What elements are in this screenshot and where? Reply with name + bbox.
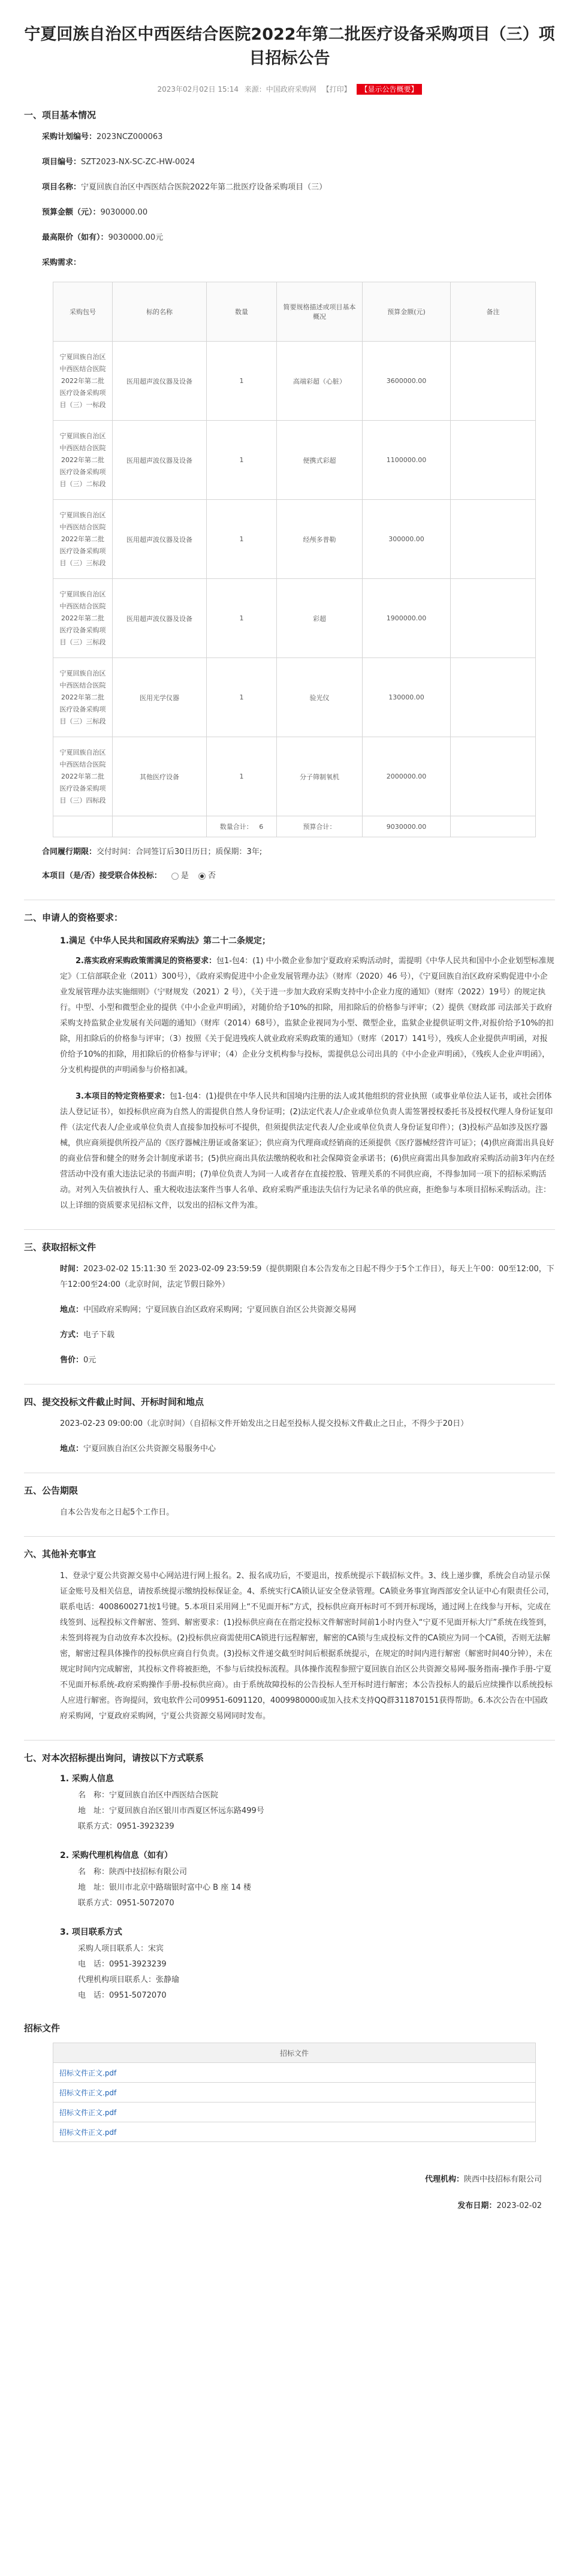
table-cell: 1	[207, 737, 277, 816]
project-name-row: 项目名称：宁夏回族自治区中西医结合医院2022年第二批医疗设备采购项目（三）	[42, 183, 327, 192]
files-col-header: 招标文件	[53, 2043, 536, 2063]
file-link[interactable]: 招标文件正文.pdf	[53, 2122, 536, 2142]
table-cell: 2000000.00	[363, 737, 451, 816]
plan-number-row: 采购计划编号：2023NCZ000063	[42, 132, 163, 141]
publish-signature: 发布日期：2023-02-02	[457, 2201, 542, 2210]
table-row	[53, 421, 536, 500]
table-cell: 1	[207, 342, 277, 421]
table-cell: 3600000.00	[363, 342, 451, 421]
table-cell: 1900000.00	[363, 579, 451, 658]
table-cell: 1	[207, 500, 277, 579]
table-cell	[451, 737, 536, 816]
table-cell: 医用超声波仪器及设备	[113, 421, 207, 500]
table-cell: 300000.00	[363, 500, 451, 579]
files-heading: 招标文件	[24, 2023, 61, 2034]
table-cell: 医用超声波仪器及设备	[113, 500, 207, 579]
get-time-row: 时间：2023-02-02 15:11:30 至 2023-02-09 23:59:59（提供期限自本公告发布之日起不得少于5个工作日），每天上午00：00至12:00，下午12:00至24:00（北京时间，法定节假日除外）	[60, 1265, 554, 1289]
files-table	[53, 2043, 536, 2142]
get-place-row: 地点：中国政府采购网；宁夏回族自治区政府采购网；宁夏回族自治区公共资源交易网	[60, 1305, 357, 1314]
table-cell: 1	[207, 658, 277, 737]
table-cell	[451, 658, 536, 737]
contact-agency: 2. 采购代理机构信息（如有） 名 称：陕西中技招标有限公司 地 址：银川市北京中路瑞银时富中心 B 座 14 楼 联系方式：0951-5072070	[60, 1851, 252, 1908]
table-cell: 医用光学仪器	[113, 658, 207, 737]
table-cell: 医用超声波仪器及设备	[113, 579, 207, 658]
table-cell: 宁夏回族自治区中西医结合医院2022年第二批医疗设备采购项目（三）二标段	[53, 421, 113, 500]
table-header-row	[53, 282, 536, 342]
table-row	[53, 500, 536, 579]
table-row	[53, 342, 536, 421]
file-link[interactable]: 招标文件正文.pdf	[53, 2103, 536, 2122]
get-way-row: 方式：电子下载	[60, 1331, 115, 1340]
supplement-body: 1、登录宁夏公共资源交易中心网站进行网上报名。2、报名成功后，不要退出，按系统提示下载招标文件。3、线上递步骤，系统会自动显示保证金账号及相关信息，请按系统提示缴纳投标保证金。4、系统实行CA锁认证安全登录管理。CA锁业务事宜询西部安全认证中心有限责任公司，联系电话：4008600271按1号键。5.本项目采用网上“不见面开标”方式，投标供应商开标时可不到开标现场，通过网上在线参与开标，完成在线签到、远程投标文件解密、签到、解密要求：(1)投标供应商在在指定投标文件解密时间前1小时内登入“宁夏不见面开标大厅”系统在线签到，未签到将视为自动放弃本次投标。(2)投标供应商需使用CA锁进行远程解密，解密的CA锁与生成投标文件的CA锁应为同一个CA锁，否则无法解密，解密过程具体操作的投标供应商自行负责。(3)投标文件递交截至时间后根据系统提示，在规定的时间内进行解密（解密时间40分钟），未在规定时间内完成解密，其投标文件将被拒绝，不参与后续投标流程。具体操作流程参照宁夏回族自治区公共资源交易网-服务指南-操作手册-宁夏不见面开标系统-政府采购操作手册-投标供应商）。由于系统故障投标的公告投标人至开标时进行解密；本公告投标人的最后应续操作以系统投标人应进行解密。咨询提问，致电软件公司09951-6091120，4009980000或加入技术支持QQ群311870151获得帮助。6.本次公告在中国政府采购网，宁夏政府采购网，宁夏公共资源交易网同时发布。	[60, 1571, 554, 1721]
section-2-heading: 二、申请人的资格要求：	[24, 912, 123, 923]
table-cell: 经颅多普勒	[277, 500, 363, 579]
project-number-row: 项目编号：SZT2023-NX-SC-ZC-HW-0024	[42, 158, 195, 167]
table-cell: 1	[207, 579, 277, 658]
contract-row: 合同履行期限：交付时间：合同签订后30日历日；质保期：3年;	[42, 847, 263, 856]
section-7-heading: 七、对本次招标提出询问，请按以下方式联系	[24, 1752, 204, 1763]
consortium-row: 本项目（是/否）接受联合体投标： 是 否	[42, 871, 216, 880]
col-item: 标的名称	[113, 282, 207, 342]
table-cell	[451, 342, 536, 421]
divider	[24, 1536, 555, 1537]
summary-toggle[interactable]: 【显示公告概要】	[357, 84, 421, 95]
consortium-yes-radio[interactable]	[171, 873, 179, 880]
table-cell: 彩超	[277, 579, 363, 658]
table-cell: 宁夏回族自治区中西医结合医院2022年第二批医疗设备采购项目（三）一标段	[53, 342, 113, 421]
req-3: 3.本项目的特定资格要求：包1-包4：(1)提供在中华人民共和国境内注册的法人或其他组织的营业执照（或事业单位法人证书，或社会团体法人登记证书），如投标供应商为自然人的需提供自然人身份证明；(2)法定代表人/企业或单位负责人需签署授权委托书及授权代理人身份证复印件（法定代表人/企业或单位负责人直接参加投标可不提供，但须提供法定代表人/企业或单位负责人身份证复印件）；(3)投标产品如涉及医疗器械，供应商须提供所投产品的《医疗器械注册证或备案证》；供应商为代理商或经销商的还须提供《医疗器械经营许可证》；(4)供应商需出具良好的商业信誉和健全的财务会计制度承诺书；(5)供应商出具依法缴纳税收和社会保障资金承诺书；(6)供应商需出具参加政府采购活动前3年内在经营活动中没有重大违法记录的书面声明；(7)单位负责人为同一人或者存在直接控股、管理关系的不同供应商，不得参加同一项下的招标采购活动。对列入失信被执行人、重大税收违法案件当事人名单、政府采购严重违法失信行为记录名单的供应商，拒绝参与本项目招标采购活动。注：以上详细的资质要求见招标文件，以发出的招标文件为准。	[60, 1092, 555, 1210]
req-1-title: 1.满足《中华人民共和国政府采购法》第二十二条规定；	[60, 936, 271, 946]
col-package: 采购包号	[53, 282, 113, 342]
section-3-heading: 三、获取招标文件	[24, 1242, 96, 1253]
table-row	[53, 737, 536, 816]
source-text: 来源：中国政府采购网	[244, 85, 316, 93]
contact-project: 3. 项目联系方式 采购人项目联系人：宋宾 电 话：0951-3923239 代理机构项目联系人：张静瑜 电 话：0951-5072070	[60, 1928, 180, 2000]
agency-signature: 代理机构：陕西中技招标有限公司	[424, 2175, 542, 2184]
table-cell	[451, 421, 536, 500]
table-cell: 便携式彩超	[277, 421, 363, 500]
table-cell	[451, 500, 536, 579]
meta-bar	[24, 84, 555, 94]
budget-row: 预算金额（元）：9030000.00	[42, 208, 148, 217]
consortium-no-radio[interactable]	[198, 873, 206, 880]
table-cell: 宁夏回族自治区中西医结合医院2022年第二批医疗设备采购项目（三）三标段	[53, 500, 113, 579]
max-price-row: 最高限价（如有）：9030000.00元	[42, 233, 164, 242]
table-cell: 医用超声波仪器及设备	[113, 342, 207, 421]
demand-label: 采购需求：	[42, 258, 82, 267]
req-2: 2.落实政府采购政策需满足的资格要求：包1-包4：(1) 中小微企业参加宁夏政府采购活动时，需提明《中华人民共和国中小企业划型标准规定》（工信部联企业（2011）300号），《政府采购促进中小企业发展管理办法》（财库（2020）46 号），《宁夏回族自治区政府采购促进中小企业发展管理办法实施细则》（宁财规发（2021）2 号），《关于进一步加大政府采购支持中小企业力度的通知》（财库（2022）19号）的规定执行。中型、小型和微型企业的提供《中小企业声明函》，对随价给予10%的扣除，用扣除后的价格参与评审；（2）提供《财政部 司法部关于政府采购支持监狱企业发展有关问题的通知》（财库（2014）68号），监狱企业视同为小型、微型企业，监狱企业提供证明文件,对报价给予10%的扣除，用扣除后的价格参与评审；（3）按照《关于促进残疾人就业政府采购政策的通知》（财库（2017）141号），残疾人企业提供声明函，对报价给予10%的扣除，用扣除后的价格参与评审；（4）企业分支机构参与投标，需提供总公司出具的《中小企业声明函》，《残疾人企业声明函》，分支机构提供的声明函参与价格扣减。	[60, 957, 554, 1075]
section-5-heading: 五、公告期限	[24, 1485, 79, 1496]
table-cell: 宁夏回族自治区中西医结合医院2022年第二批医疗设备采购项目（三）三标段	[53, 579, 113, 658]
file-link[interactable]: 招标文件正文.pdf	[53, 2083, 536, 2103]
publish-date: 2023年02月02日 15:14	[157, 85, 239, 93]
section-1-heading: 一、项目基本情况	[24, 110, 96, 120]
deadline-row: 2023-02-23 09:00:00（北京时间）（自招标文件开始发出之日起至投标人提交投标文件截止之日止，不得少于20日）	[60, 1419, 469, 1428]
table-cell: 宁夏回族自治区中西医结合医院2022年第二批医疗设备采购项目（三）四标段	[53, 737, 113, 816]
divider	[24, 1229, 555, 1230]
table-total-row	[53, 816, 536, 837]
divider	[24, 1740, 555, 1741]
col-spec: 简要规格描述或项目基本概况	[277, 282, 363, 342]
table-cell: 130000.00	[363, 658, 451, 737]
section-6-heading: 六、其他补充事宜	[24, 1549, 96, 1560]
notice-period: 自本公告发布之日起5个工作日。	[60, 1508, 174, 1517]
table-cell: 1100000.00	[363, 421, 451, 500]
get-price-row: 售价：0元	[60, 1356, 96, 1365]
col-budget: 预算金额(元)	[363, 282, 451, 342]
file-link[interactable]: 招标文件正文.pdf	[53, 2063, 536, 2083]
table-cell	[451, 579, 536, 658]
page-title: 宁夏回族自治区中西医结合医院2022年第二批医疗设备采购项目（三）项目招标公告	[24, 25, 555, 68]
total-budget: 9030000.00	[363, 816, 451, 837]
contact-purchaser: 1. 采购人信息 名 称：宁夏回族自治区中西医结合医院 地 址：宁夏回族自治区银川市西夏区怀远东路499号 联系方式：0951-3923239	[60, 1774, 264, 1831]
table-row	[53, 658, 536, 737]
total-budget-label: 预算合计：	[277, 816, 363, 837]
section-4-heading: 四、提交投标文件截止时间、开标时间和地点	[24, 1396, 204, 1407]
procurement-table	[53, 282, 536, 837]
open-place-row: 地点：宁夏回族自治区公共资源交易服务中心	[60, 1444, 216, 1453]
col-remark: 备注	[451, 282, 536, 342]
table-cell: 其他医疗设备	[113, 737, 207, 816]
print-link[interactable]: 【打印】	[322, 85, 351, 93]
table-cell: 验光仪	[277, 658, 363, 737]
table-cell: 高端彩超（心脏）	[277, 342, 363, 421]
table-cell: 分子筛制氧机	[277, 737, 363, 816]
col-qty: 数量	[207, 282, 277, 342]
table-cell: 1	[207, 421, 277, 500]
total-qty: 数量合计： 6	[207, 816, 277, 837]
table-row	[53, 579, 536, 658]
table-cell: 宁夏回族自治区中西医结合医院2022年第二批医疗设备采购项目（三）三标段	[53, 658, 113, 737]
